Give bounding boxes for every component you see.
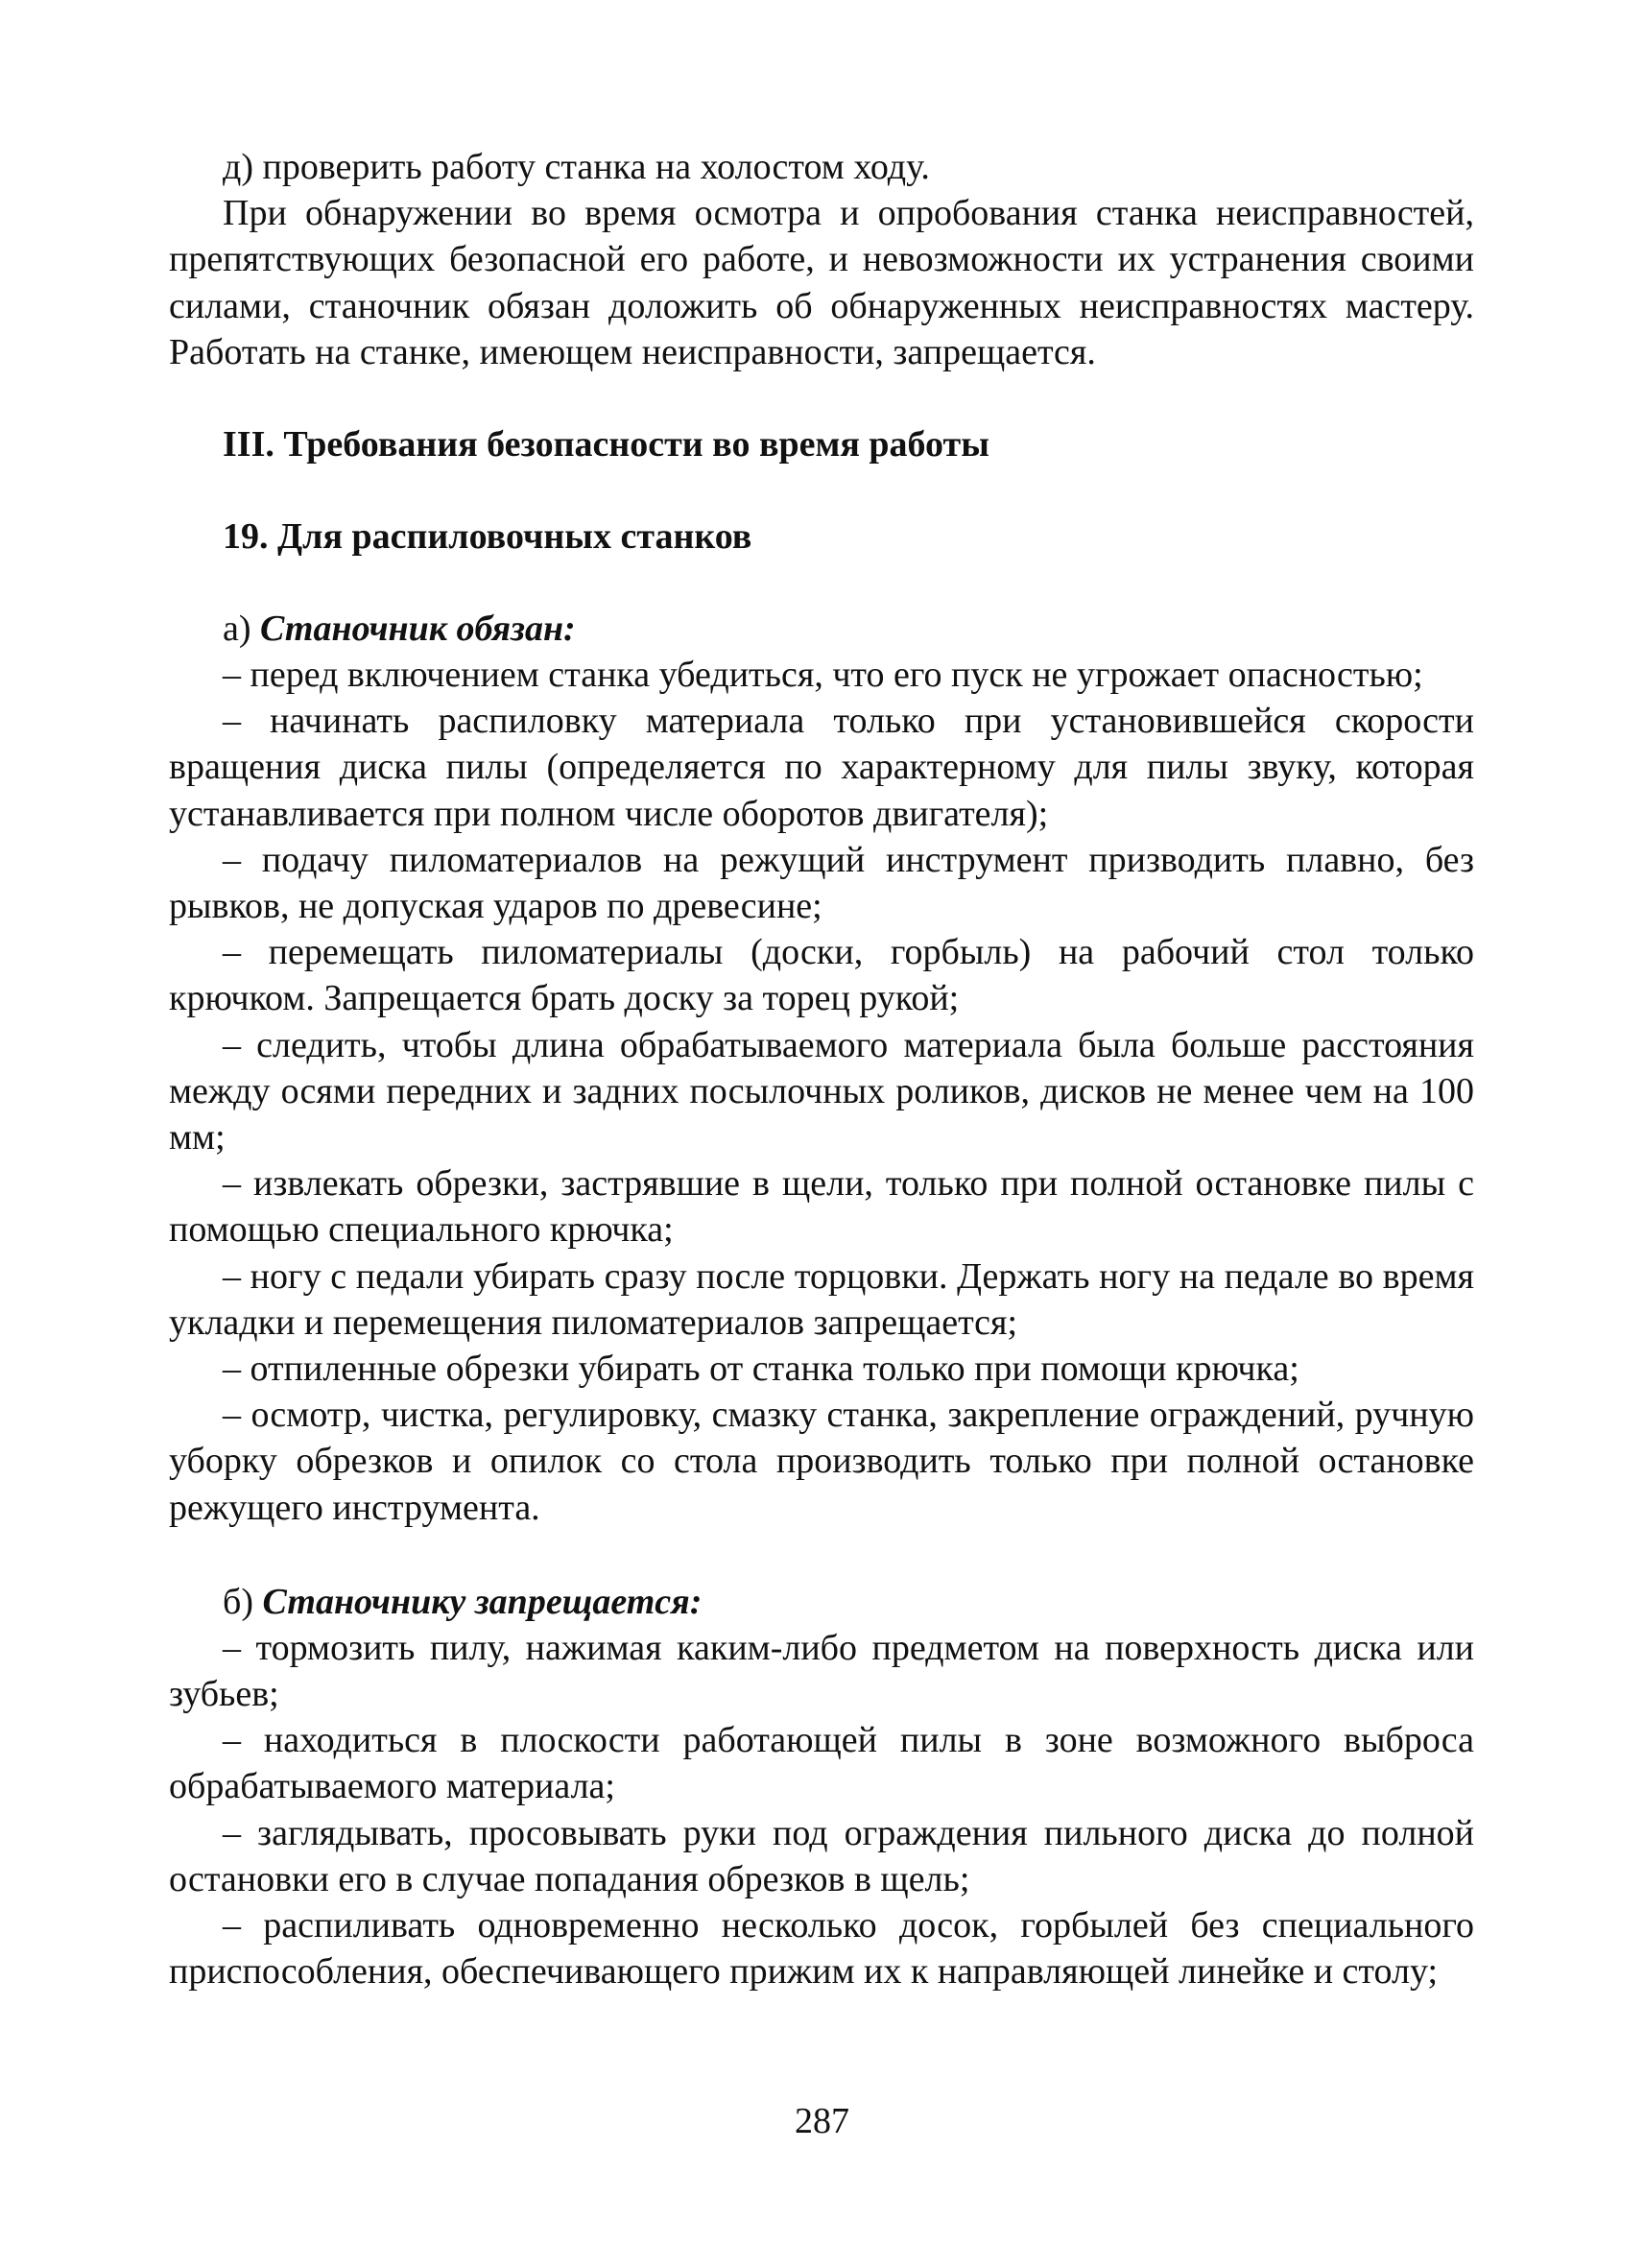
intro-paragraph: При обнаружении во время осмотра и опробования станка неисправностей, препятствующих безопасной его работе, и невозможности их устранения своими силами, станочник обязан доложить об обнаруженных неисправностях мастеру. Работать на станке, имеющем неисправности, запрещается. [169,193,1474,372]
part-b-item: – находиться в плоскости работающей пилы в зоне возможного выброса обрабатываемого материала; [169,1720,1474,1807]
part-a-item: – осмотр, чистка, регулировку, смазку станка, закрепление ограждений, ручную уборку обрезков и опилок со стола производить только при полной остановке режущего инструмента. [169,1395,1474,1528]
part-a-item: – отпиленные обрезки убирать от станка только при помощи крючка; [223,1349,1299,1390]
subsection-heading: 19. Для распиловочных станков [223,516,752,558]
part-b-label: б) [223,1581,253,1622]
part-b-title: Станочнику запрещается: [262,1581,703,1622]
part-a-item: – перемещать пиломатериалы (доски, горбыль) на рабочий стол только крючком. Запрещается брать доску за торец рукой; [169,932,1474,1019]
part-a-item: – перед включением станка убедиться, что его пуск не угрожает опасностью; [223,655,1423,696]
part-b-heading [169,1579,1474,1625]
section-heading: III. Требования безопасности во время работы [223,424,989,466]
part-b-item: – тормозить пилу, нажимая каким-либо предметом на поверхность диска или зубьев; [169,1627,1474,1715]
part-a-item: – ногу с педали убирать сразу после торцовки. Держать ногу на педале во время укладки и перемещения пиломатериалов запрещается; [169,1255,1474,1343]
part-a-label: а) [223,609,251,650]
intro-item-d: д) проверить работу станка на холостом ходу. [223,147,930,187]
page-number: 287 [795,2101,849,2141]
part-b-item: – распиливать одновременно несколько досок, горбылей без специального приспособления, обеспечивающего прижим их к направляющей линейке и столу; [169,1905,1474,1993]
part-a-item: – начинать распиловку материала только при установившейся скорости вращения диска пилы (определяется по характерному для пилы звуку, которая устанавливается при полном числе оборотов двигателя); [169,701,1474,834]
part-a-item: – извлекать обрезки, застрявшие в щели, только при полной остановке пилы с помощью специального крючка; [169,1163,1474,1251]
part-a-item: – подачу пиломатериалов на режущий инструмент призводить плавно, без рывков, не допуская ударов по древесине; [169,839,1474,927]
part-a-title: Станочник обязан: [260,609,576,650]
part-a-heading [169,606,1474,652]
part-a-item: – следить, чтобы длина обрабатываемого материала была больше расстояния между осями передних и задних посылочных роликов, дисков не менее чем на 100 мм; [169,1024,1474,1158]
part-b-item: – заглядывать, просовывать руки под ограждения пильного диска до полной остановки его в случае попадания обрезков в щель; [169,1812,1474,1899]
page-content [169,144,1474,1995]
